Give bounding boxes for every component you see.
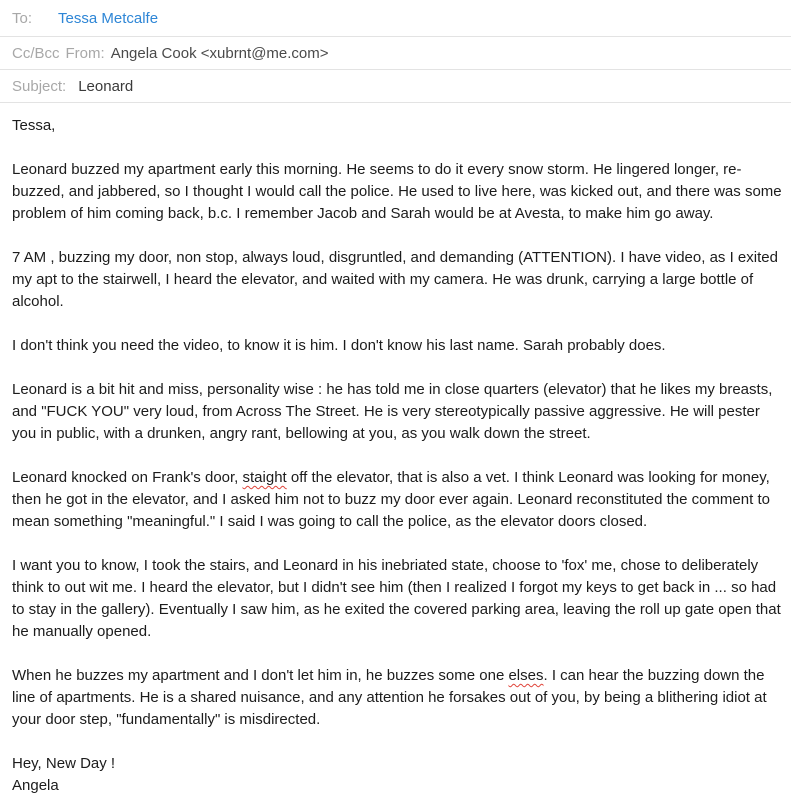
body-paragraph-5-text-a: Leonard knocked on Frank's door, (12, 469, 243, 486)
subject-row[interactable] (0, 70, 791, 103)
to-row[interactable] (0, 0, 791, 37)
misspelled-word[interactable]: elses (508, 667, 544, 684)
subject-field[interactable]: Leonard (78, 77, 134, 95)
to-recipient-token[interactable]: Tessa Metcalfe (58, 9, 159, 27)
body-paragraph-5-text-b: off the elevator, that is also a vet. I think Leonard was looking for money, then he got in the elevator, and I asked him not to buzz my door ever again. Leonard reconstituted the comment to mean something "meaningful." I said I was going to call the police, as the elevator doors closed. (12, 469, 770, 530)
body-paragraph-7-text-a: When he buzzes my apartment and I don't let him in, he buzzes some one (12, 667, 509, 684)
body-paragraph-7 (12, 665, 783, 731)
to-label: To: (12, 9, 33, 27)
body-paragraph-5 (12, 467, 783, 533)
ccbcc-label[interactable]: Cc/Bcc (12, 44, 60, 62)
body-closing: Hey, New Day ! (12, 755, 116, 772)
misspelled-word[interactable]: staight (242, 469, 287, 486)
body-signature: Angela (12, 777, 59, 794)
body-paragraph-4: Leonard is a bit hit and miss, personality wise : he has told me in close quarters (elevator) that he likes my breasts, and "FUCK YOU" very loud, from Across The Street. He is very stereotypically passive aggressive. He will pester you in public, with a drunken, angry rant, bellowing at you, as you walk down the street. (12, 381, 773, 442)
subject-label: Subject: (12, 77, 67, 95)
body-paragraph-1: Leonard buzzed my apartment early this morning. He seems to do it every snow storm. He lingered longer, re-buzzed, and jabbered, so I thought I would call the police. He used to live here, was kicked out, and there was some problem of him coming back, b.c. I remember Jacob and Sarah would be at Avesta, to make him go away. (12, 161, 782, 222)
from-account-selector[interactable]: Angela Cook <xubrnt@me.com> (110, 44, 329, 62)
ccbcc-from-row[interactable] (0, 37, 791, 70)
message-body-editor[interactable] (0, 103, 791, 797)
body-paragraph-6: I want you to know, I took the stairs, and Leonard in his inebriated state, choose to 'fox' me, chose to deliberately think to out wit me. I heard the elevator, but I didn't see him (then I realized I forgot my keys to get back in ... so had to stay in the gallery). Eventually I saw him, as he exited the covered parking area, leaving the roll up gate open that he manually opened. (12, 557, 781, 640)
body-paragraph-2: 7 AM , buzzing my door, non stop, always loud, disgruntled, and demanding (ATTENTION). I have video, as I exited my apt to the stairwell, I heard the elevator, and waited with my camera. He was drunk, carrying a large bottle of alcohol. (12, 249, 778, 310)
body-paragraph-7-text-b: . I can hear the buzzing down the line of apartments. He is a shared nuisance, and any attention he forsakes out of you, by being a blithering idiot at your door step, "fundamentally" is misdirected. (12, 667, 767, 728)
from-label: From: (65, 44, 105, 62)
body-greeting: Tessa, (12, 117, 56, 134)
body-paragraph-3: I don't think you need the video, to know it is him. I don't know his last name. Sarah probably does. (12, 337, 666, 354)
